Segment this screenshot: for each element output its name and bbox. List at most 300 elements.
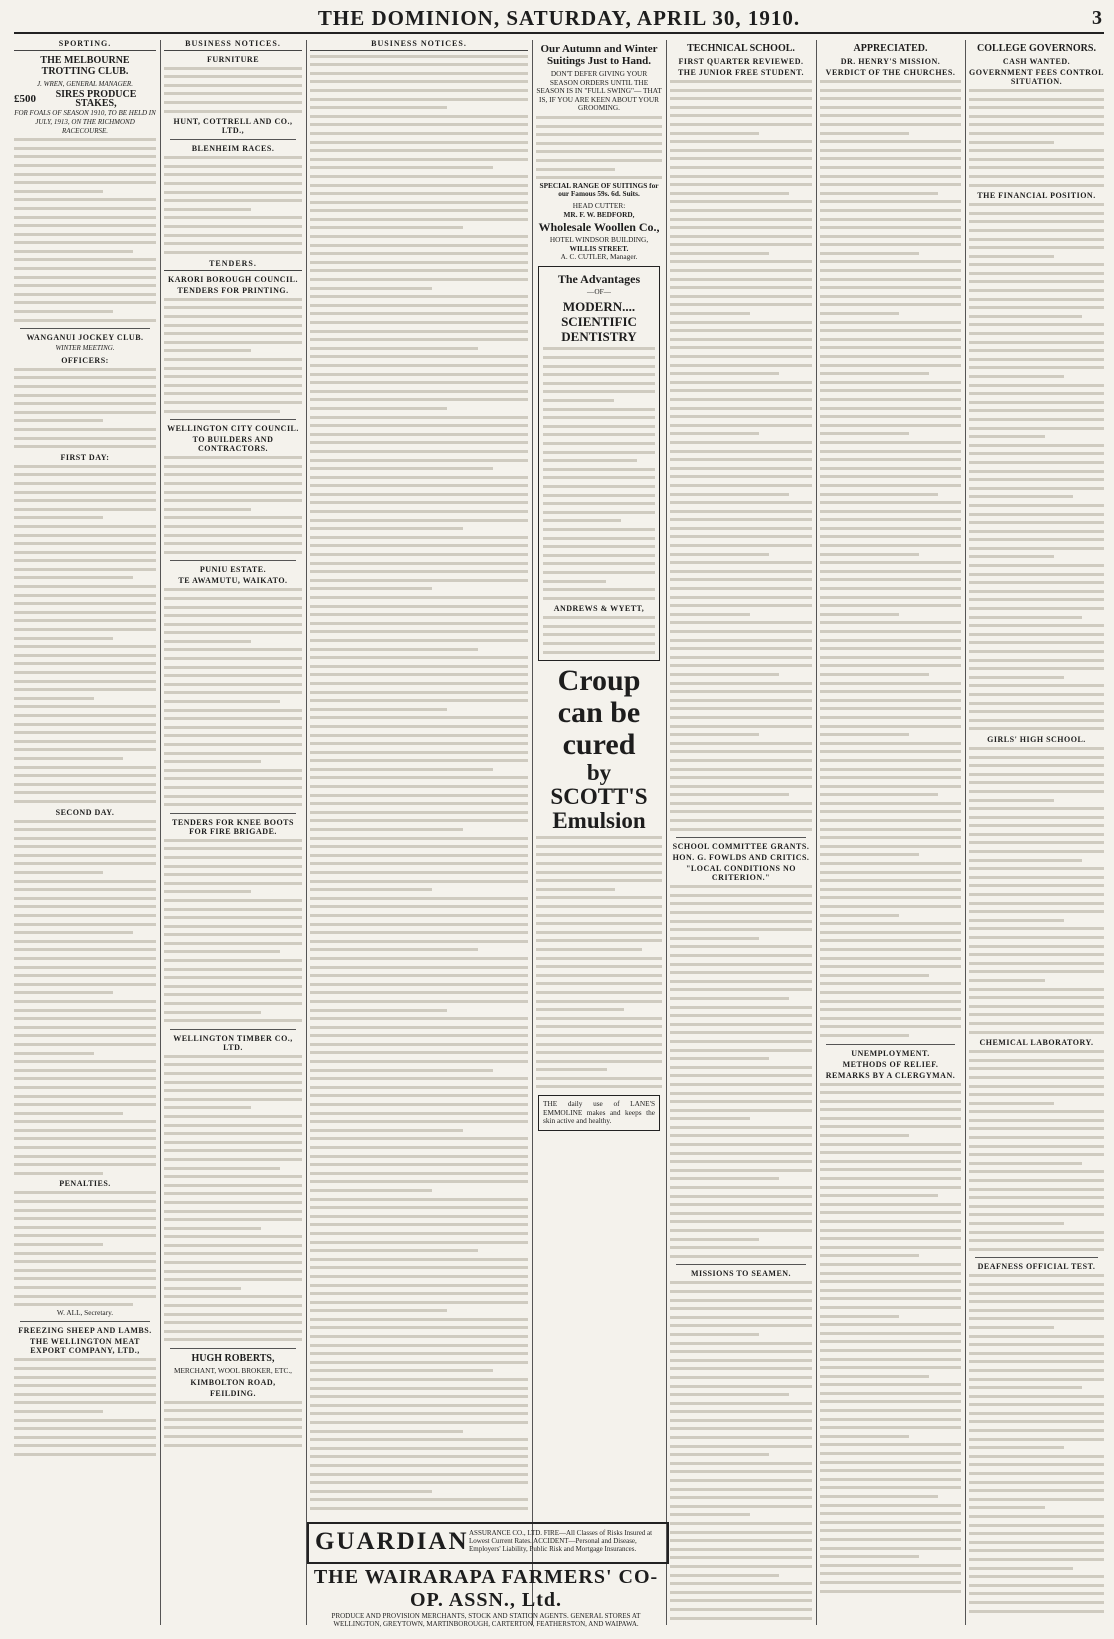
text-line: [310, 149, 528, 155]
text-line: [820, 604, 961, 610]
text-line: [820, 1143, 961, 1149]
text-line: [14, 697, 94, 703]
text-line: [164, 631, 302, 637]
text-line: [310, 1421, 528, 1427]
text-line: [670, 561, 812, 567]
text-line: [164, 691, 302, 697]
text-line: [670, 312, 750, 318]
text-line: [969, 1283, 1104, 1289]
text-line: [670, 544, 812, 550]
text-line: [14, 791, 156, 797]
text-line: [536, 948, 642, 954]
text-line: [670, 656, 812, 662]
text-line: [14, 1017, 156, 1023]
text-line: [14, 1410, 103, 1416]
autumn-heading: Our Autumn and Winter Suitings Just to Hand.: [540, 43, 658, 67]
text-line: [543, 537, 655, 543]
text-line: [820, 1418, 961, 1424]
text-line: [820, 1134, 909, 1140]
text-line: [820, 742, 961, 748]
body-text: [969, 1050, 1104, 1253]
text-line: [536, 1051, 662, 1057]
text-line: [670, 260, 812, 266]
text-line: [670, 424, 812, 430]
text-line: [670, 1582, 812, 1588]
text-line: [820, 853, 919, 859]
text-line: [670, 937, 759, 943]
body-text: [164, 839, 302, 1025]
text-line: [670, 303, 812, 309]
text-line: [969, 1378, 1104, 1384]
text-line: [670, 639, 812, 645]
text-line: [820, 673, 929, 679]
text-line: [310, 914, 528, 920]
text-line: [164, 324, 302, 330]
text-line: [969, 272, 1104, 278]
divider: [676, 837, 806, 838]
text-line: [670, 750, 812, 756]
text-line: [969, 1567, 1073, 1573]
text-line: [14, 611, 156, 617]
text-line: [969, 1188, 1104, 1194]
text-line: [670, 295, 812, 301]
section-header: SPORTING.: [14, 40, 156, 51]
text-line: [820, 810, 961, 816]
text-line: [969, 607, 1104, 613]
text-line: [536, 965, 662, 971]
text-line: [164, 182, 302, 188]
text-line: [543, 554, 655, 560]
text-line: [536, 982, 662, 988]
text-line: [670, 175, 812, 181]
text-line: [543, 580, 606, 586]
text-line: [670, 252, 769, 258]
text-line: [820, 510, 961, 516]
first-quarter-heading: FIRST QUARTER REVIEWED.: [678, 57, 804, 66]
text-line: [536, 1008, 624, 1014]
text-line: [670, 1186, 812, 1192]
text-line: [969, 1050, 1104, 1056]
text-line: [543, 562, 655, 568]
text-line: [310, 1352, 528, 1358]
text-line: [820, 200, 961, 206]
section-header: BUSINESS NOTICES.: [310, 40, 528, 51]
text-line: [310, 373, 528, 379]
text-line: [14, 499, 156, 505]
text-line: [310, 596, 528, 602]
text-line: [670, 963, 812, 969]
text-line: [164, 1227, 261, 1233]
text-line: [536, 991, 662, 997]
text-line: [310, 261, 528, 267]
body-text: [536, 836, 662, 1091]
body-text: [164, 1401, 302, 1450]
girls-heading: GIRLS' HIGH SCHOOL.: [987, 734, 1086, 744]
text-line: [670, 183, 812, 189]
text-line: [820, 243, 961, 249]
text-line: [310, 347, 478, 353]
text-line: [164, 384, 302, 390]
text-line: [164, 1175, 302, 1181]
text-line: [310, 630, 528, 636]
text-line: [310, 1275, 528, 1281]
text-line: [670, 372, 779, 378]
text-line: [820, 1194, 938, 1200]
text-line: [969, 1532, 1104, 1538]
text-line: [310, 1198, 528, 1204]
text-line: [310, 1284, 528, 1290]
text-line: [969, 573, 1104, 579]
text-line: [820, 1203, 961, 1209]
text-line: [14, 783, 156, 789]
text-line: [969, 1102, 1054, 1108]
column-rule: [532, 40, 533, 1625]
text-line: [14, 740, 156, 746]
text-line: [164, 899, 302, 905]
text-line: [670, 1453, 769, 1459]
text-line: [164, 942, 302, 948]
text-line: [164, 1192, 302, 1198]
text-line: [164, 542, 302, 548]
text-line: [14, 1060, 156, 1066]
knee-boots-heading: TENDERS FOR KNEE BOOTS FOR FIRE BRIGADE.: [172, 817, 294, 836]
column-college: [969, 40, 1104, 1627]
text-line: [310, 605, 528, 611]
text-line: [969, 727, 1104, 733]
text-line: [164, 700, 280, 706]
column-business-1: [164, 40, 302, 1627]
text-line: [310, 1137, 528, 1143]
text-line: [670, 1427, 812, 1433]
text-line: [14, 525, 156, 531]
verdict-heading: VERDICT OF THE CHURCHES.: [825, 68, 956, 77]
text-line: [164, 795, 302, 801]
text-line: [969, 427, 1104, 433]
text-line: [820, 682, 961, 688]
text-line: [310, 1387, 528, 1393]
text-line: [310, 948, 478, 954]
text-line: [310, 278, 528, 284]
text-line: [310, 1335, 528, 1341]
text-line: [969, 756, 1104, 762]
text-line: [164, 769, 302, 775]
body-text: [670, 80, 812, 833]
text-line: [969, 988, 1104, 994]
text-line: [670, 920, 812, 926]
text-line: [310, 1026, 528, 1032]
text-line: [969, 1231, 1104, 1237]
text-line: [820, 97, 961, 103]
text-line: [14, 1146, 156, 1152]
text-line: [670, 192, 789, 198]
text-line: [670, 1031, 812, 1037]
text-line: [164, 551, 302, 557]
text-line: [820, 1091, 961, 1097]
text-line: [14, 645, 156, 651]
text-line: [543, 382, 655, 388]
text-line: [310, 648, 478, 654]
text-line: [310, 330, 528, 336]
text-line: [164, 734, 302, 740]
text-line: [14, 508, 156, 514]
puniu-heading: PUNIU ESTATE.: [199, 565, 267, 575]
text-line: [14, 1444, 156, 1450]
text-line: [820, 1168, 961, 1174]
text-line: [820, 1017, 961, 1023]
text-line: [969, 315, 1082, 321]
text-line: [820, 931, 961, 937]
text-line: [164, 349, 251, 355]
body-text: [820, 80, 961, 1040]
text-line: [310, 338, 528, 344]
text-line: [164, 1184, 302, 1190]
text-line: [14, 897, 156, 903]
text-line: [310, 1490, 432, 1496]
text-line: [164, 1011, 261, 1017]
text-line: [670, 1281, 812, 1287]
text-line: [310, 871, 528, 877]
text-line: [14, 957, 156, 963]
text-line: [310, 493, 528, 499]
text-line: [969, 115, 1104, 121]
text-line: [670, 1195, 812, 1201]
text-line: [14, 1026, 156, 1032]
text-line: [164, 1313, 302, 1319]
text-line: [820, 252, 919, 258]
text-line: [310, 1378, 528, 1384]
text-line: [670, 89, 812, 95]
body-text: [820, 1083, 961, 1596]
text-line: [310, 639, 528, 645]
text-line: [164, 786, 302, 792]
text-line: [670, 1393, 789, 1399]
text-line: [969, 747, 1104, 753]
text-line: [969, 246, 1104, 252]
text-line: [310, 811, 528, 817]
text-line: [820, 192, 938, 198]
text-line: [969, 435, 1045, 441]
text-line: [14, 1129, 156, 1135]
text-line: [310, 484, 528, 490]
text-line: [820, 1358, 961, 1364]
text-line: [969, 487, 1104, 493]
text-line: [969, 1022, 1104, 1028]
text-line: [670, 1324, 812, 1330]
text-line: [820, 1229, 961, 1235]
text-line: [164, 1149, 302, 1155]
text-line: [310, 1412, 528, 1418]
text-line: [310, 1481, 528, 1487]
text-line: [14, 845, 156, 851]
text-line: [670, 885, 812, 891]
text-line: [969, 1506, 1045, 1512]
text-line: [310, 381, 528, 387]
cash-heading: CASH WANTED.: [1002, 57, 1071, 66]
text-line: [310, 1438, 528, 1444]
text-line: [670, 398, 812, 404]
text-line: [820, 785, 961, 791]
text-line: [310, 510, 528, 516]
text-line: [164, 156, 302, 162]
text-line: [820, 1034, 909, 1040]
text-line: [670, 114, 812, 120]
text-line: [670, 1126, 812, 1132]
text-line: [969, 590, 1104, 596]
text-line: [14, 871, 103, 877]
text-line: [670, 793, 789, 799]
text-line: [164, 976, 302, 982]
dentistry-ad: [538, 266, 660, 661]
text-line: [820, 1521, 961, 1527]
text-line: [670, 450, 812, 456]
text-line: [14, 1436, 156, 1442]
text-line: [164, 110, 302, 116]
text-line: [14, 376, 156, 382]
text-line: [820, 707, 961, 713]
text-line: [164, 1089, 302, 1095]
second-day-heading: SECOND DAY.: [55, 807, 115, 817]
text-line: [820, 845, 961, 851]
text-line: [543, 476, 655, 482]
text-line: [310, 1266, 528, 1272]
jockey-club-heading: WANGANUI JOCKEY CLUB.: [26, 333, 144, 343]
text-line: [969, 392, 1104, 398]
text-line: [14, 1172, 103, 1178]
wairarapa-description: PRODUCE AND PROVISION MERCHANTS, STOCK AND STATION AGENTS. GENERAL STORES AT WELLINGTON, GREYTOWN, MARTINBOROUGH, CARTERTON, FEATHERSTON, AND WAIPAWA.: [331, 1612, 641, 1628]
text-line: [536, 1025, 662, 1031]
text-line: [670, 278, 812, 284]
text-line: [310, 1369, 493, 1375]
text-line: [969, 547, 1104, 553]
text-line: [969, 650, 1104, 656]
text-line: [164, 165, 302, 171]
text-line: [670, 1479, 812, 1485]
text-line: [670, 1083, 812, 1089]
text-line: [164, 743, 302, 749]
text-line: [820, 458, 961, 464]
text-line: [820, 1246, 961, 1252]
column-sporting: [14, 40, 156, 1627]
text-line: [14, 301, 156, 307]
text-line: [969, 850, 1104, 856]
text-line: [536, 879, 662, 885]
text-line: [670, 1385, 812, 1391]
text-line: [310, 123, 528, 129]
text-line: [820, 1564, 961, 1570]
feilding-heading: FEILDING.: [209, 1388, 257, 1398]
text-line: [969, 996, 1104, 1002]
text-line: [14, 888, 156, 894]
text-line: [543, 588, 655, 594]
column-appreciated: [820, 40, 961, 1627]
text-line: [969, 876, 1104, 882]
text-line: [969, 1205, 1104, 1211]
text-line: [969, 616, 1082, 622]
missions-heading: MISSIONS TO SEAMEN.: [690, 1269, 792, 1279]
text-line: [310, 433, 528, 439]
text-line: [164, 456, 302, 462]
text-line: [670, 1539, 812, 1545]
text-line: [969, 203, 1104, 209]
text-line: [670, 810, 812, 816]
text-line: [670, 1134, 812, 1140]
text-line: [670, 742, 812, 748]
text-line: [670, 1143, 812, 1149]
text-line: [14, 1269, 156, 1275]
text-line: [670, 1006, 812, 1012]
text-line: [969, 936, 1104, 942]
text-line: [310, 141, 528, 147]
text-line: [14, 1120, 156, 1126]
text-line: [14, 402, 156, 408]
text-line: [164, 465, 302, 471]
text-line: [164, 1278, 302, 1284]
text-line: [670, 527, 812, 533]
text-line: [164, 516, 302, 522]
text-line: [969, 710, 1104, 716]
text-line: [670, 243, 812, 249]
text-line: [310, 295, 528, 301]
text-line: [14, 542, 156, 548]
text-line: [820, 570, 961, 576]
masthead-title: THE DOMINION, SATURDAY, APRIL 30, 1910.: [317, 6, 801, 30]
text-line: [820, 991, 961, 997]
builders-heading: TO BUILDERS AND CONTRACTORS.: [192, 435, 274, 454]
text-line: [164, 614, 302, 620]
text-line: [670, 1591, 812, 1597]
text-line: [543, 519, 621, 525]
divider: [170, 139, 296, 140]
text-line: [536, 845, 662, 851]
text-line: [14, 766, 156, 772]
text-line: [164, 916, 302, 922]
text-line: [164, 597, 302, 603]
text-line: [820, 1435, 909, 1441]
text-line: [164, 760, 261, 766]
text-line: [820, 269, 961, 275]
text-line: [543, 571, 655, 577]
text-line: [164, 1019, 302, 1025]
deafness-heading: DEAFNESS OFFICIAL TEST.: [977, 1262, 1096, 1272]
text-line: [820, 982, 961, 988]
stakes-block: [14, 91, 156, 108]
text-line: [969, 375, 1064, 381]
text-line: [670, 802, 812, 808]
text-line: [670, 1299, 812, 1305]
text-line: [670, 707, 812, 713]
head-cutter-label: HEAD CUTTER:: [572, 200, 626, 210]
text-line: [670, 673, 779, 679]
text-line: [14, 276, 156, 282]
text-line: [670, 467, 812, 473]
column-rule: [306, 40, 307, 1625]
text-line: [310, 905, 528, 911]
text-line: [14, 914, 156, 920]
text-line: [536, 1077, 662, 1083]
text-line: [536, 142, 662, 148]
text-line: [969, 280, 1104, 286]
text-line: [14, 576, 133, 582]
text-line: [310, 1215, 528, 1221]
text-line: [14, 482, 156, 488]
text-line: [670, 218, 812, 224]
body-text: [14, 368, 156, 451]
text-line: [164, 1426, 302, 1432]
text-line: [670, 1505, 812, 1511]
text-line: [969, 1343, 1104, 1349]
text-line: [164, 1098, 302, 1104]
text-line: [164, 242, 302, 248]
